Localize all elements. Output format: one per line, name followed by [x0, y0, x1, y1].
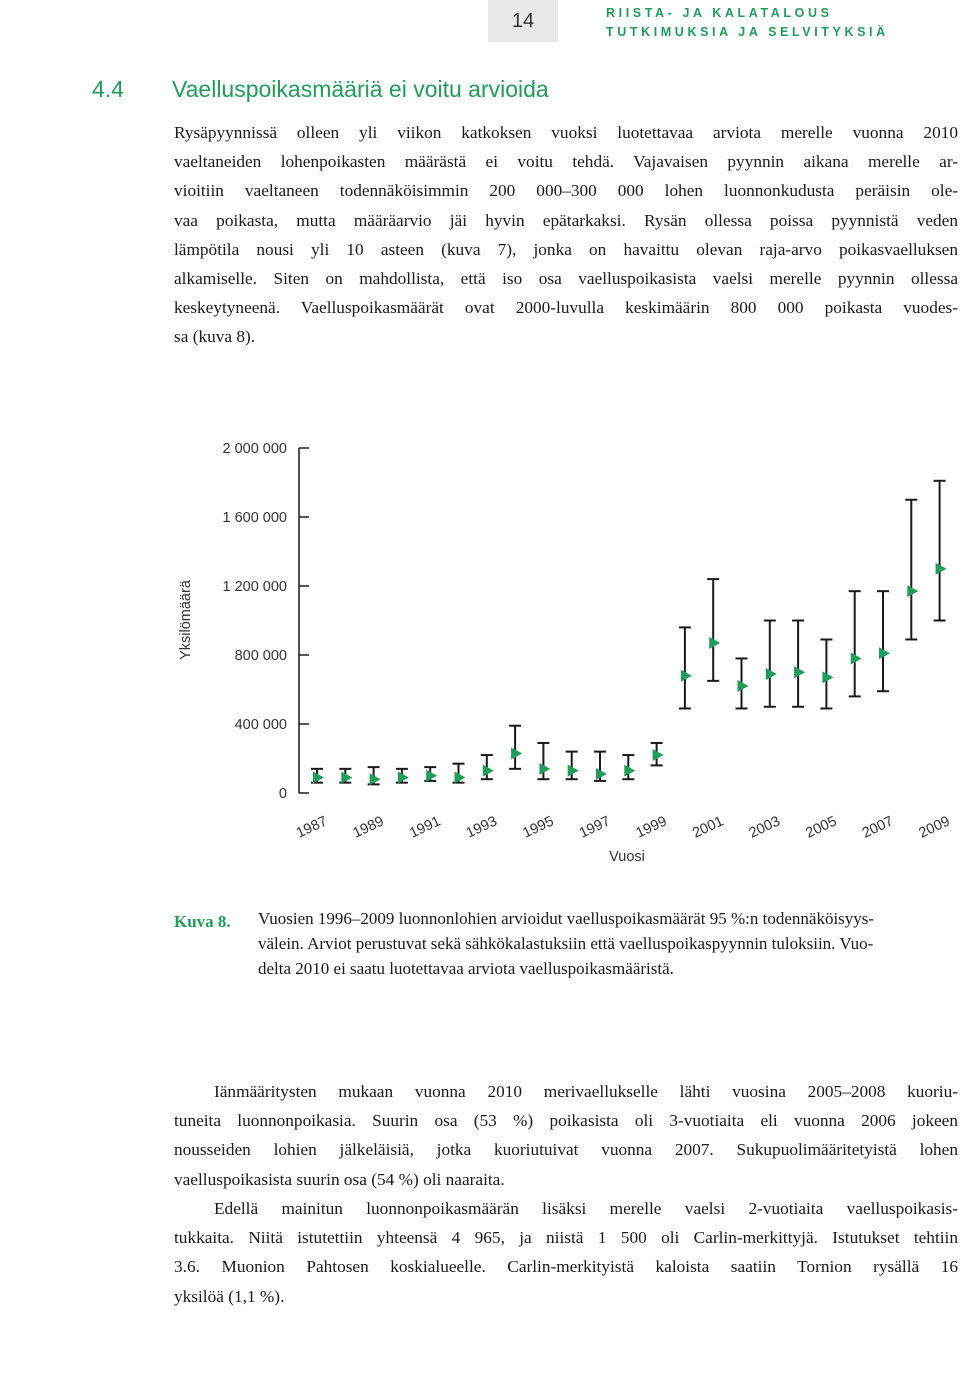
- data-point-marker: [624, 765, 635, 777]
- data-point-marker: [653, 749, 664, 761]
- data-point-marker: [907, 585, 918, 597]
- data-point-marker: [794, 666, 805, 678]
- paragraph-line: vaeltaneiden lohenpoikasten määrästä ei voitu tehdä. Vajavaisen pyynnin aikana merelle ar-: [174, 152, 958, 172]
- paragraph-line: keskeytyneenä. Vaelluspoikasmäärät ovat 2000-luvulla keskimäärin 800 000 poikasta vuodes-: [174, 298, 958, 318]
- running-head-line-1: RIISTA- JA KALATALOUS: [606, 6, 833, 20]
- data-point-marker: [483, 765, 494, 777]
- paragraph-line: Iänmääritysten mukaan vuonna 2010 merivaellukselle lähti vuosina 2005–2008 kuoriu-: [214, 1082, 958, 1101]
- x-tick-label: 1993: [463, 813, 500, 842]
- section-heading: [92, 76, 549, 103]
- x-tick-label: 1995: [520, 813, 557, 842]
- data-point-marker: [568, 765, 579, 777]
- data-point-marker: [879, 647, 890, 659]
- figure-caption: [258, 906, 958, 981]
- data-point-marker: [681, 670, 692, 682]
- data-point-marker: [851, 652, 862, 664]
- data-point-marker: [738, 680, 749, 692]
- paragraph-2: [174, 1077, 958, 1194]
- x-tick-label: 2009: [916, 813, 953, 842]
- running-head-line-2: TUTKIMUKSIA JA SELVITYKSIÄ: [606, 25, 889, 39]
- x-tick-label: 2003: [746, 813, 783, 842]
- page-header: [0, 0, 960, 42]
- data-point-marker: [709, 637, 720, 649]
- data-point-marker: [766, 668, 777, 680]
- paragraph-line: vaa poikasta, mutta määräarvio jäi hyvin epätarkaksi. Rysän ollessa poissa pyynnistä veden: [174, 210, 958, 230]
- data-point-marker: [596, 768, 607, 780]
- data-point-marker: [936, 563, 947, 575]
- section-title: Vaelluspoikasmääriä ei voitu arvioida: [172, 76, 549, 102]
- x-tick-label: 1999: [633, 813, 670, 842]
- y-tick-label: 0: [278, 786, 287, 802]
- paragraph-line: sa (kuva 8).: [174, 327, 256, 347]
- x-tick-label: 2007: [859, 813, 896, 842]
- population-chart: [0, 400, 960, 880]
- paragraph-line: alkamiselle. Siten on mahdollista, että iso osa vaelluspoikasista vaelsi merelle pyynnin ollessa: [174, 268, 958, 288]
- paragraph-line: yksilöä (1,1 %).: [174, 1286, 285, 1306]
- paragraph-line: vioitiin vaeltaneen todennäköisimmin 200 000–300 000 lohen luonnonkudusta peräisin ole-: [174, 181, 958, 201]
- paragraph-line: Edellä mainitun luonnonpoikasmäärän lisäksi merelle vaelsi 2-vuotiaita vaelluspoikasis-: [214, 1199, 958, 1218]
- paragraph-line: lämpötila nousi yli 10 asteen (kuva 7), jonka on havaittu olevan raja-arvo poikasvaelluksen: [174, 239, 958, 259]
- y-tick-label: 800 000: [234, 648, 287, 664]
- page-number: 14: [488, 0, 558, 42]
- x-tick-label: 2001: [690, 813, 727, 842]
- x-tick-label: 2005: [803, 813, 840, 842]
- y-axis-title: Yksilömäärä: [178, 580, 194, 660]
- caption-line: Vuosien 1996–2009 luonnonlohien arvioidut vaelluspoikasmäärät 95 %:n todennäköisyys-: [258, 909, 875, 928]
- y-tick-label: 400 000: [234, 717, 287, 733]
- figure-label: Kuva 8.: [174, 912, 231, 931]
- x-tick-label: 1997: [576, 813, 613, 842]
- section-number: 4.4: [92, 76, 124, 102]
- x-tick-label: 1989: [350, 813, 387, 842]
- paragraph-1: [174, 118, 958, 352]
- caption-line: delta 2010 ei saatu luotettavaa arviota vaelluspoikasmääristä.: [258, 959, 674, 978]
- running-head: [606, 4, 889, 42]
- data-point-marker: [511, 747, 522, 759]
- caption-line: välein. Arviot perustuvat sekä sähkökalastuksiin että vaelluspoikaspyynnin tuloksiin. Vuo-: [258, 934, 874, 953]
- paragraph-line: tuneita luonnonpoikasia. Suurin osa (53 %) poikasista oli 3-vuotiaita eli vuonna 2006 jokeen: [174, 1111, 958, 1131]
- paragraph-3: [174, 1194, 958, 1311]
- y-tick-label: 1 200 000: [222, 579, 287, 595]
- x-tick-label: 1987: [293, 813, 330, 842]
- x-axis-title: Vuosi: [609, 849, 645, 865]
- data-point-marker: [539, 763, 550, 775]
- paragraph-line: vaelluspoikasista suurin osa (54 %) oli naaraita.: [174, 1169, 505, 1189]
- x-tick-label: 1991: [407, 813, 444, 842]
- data-point-marker: [822, 671, 833, 683]
- y-tick-label: 1 600 000: [222, 510, 287, 526]
- paragraph-line: nousseiden lohien jälkeläisiä, jotka kuoriutuivat vuonna 2007. Sukupuolimääritetyistä lohen: [174, 1140, 958, 1160]
- paragraph-line: tukkaita. Niitä istutettiin yhteensä 4 965, ja niistä 1 500 oli Carlin-merkittyjä. Istutukset tehtiin: [174, 1228, 958, 1248]
- paragraph-line: Rysäpyynnissä olleen yli viikon katkoksen vuoksi luotettavaa arviota merelle vuonna 2010: [174, 123, 958, 142]
- paragraph-line: 3.6. Muonion Pahtosen koskialueelle. Carlin-merkityistä kaloista saatiin Tornion rysällä 16: [174, 1257, 958, 1277]
- y-tick-label: 2 000 000: [222, 441, 287, 457]
